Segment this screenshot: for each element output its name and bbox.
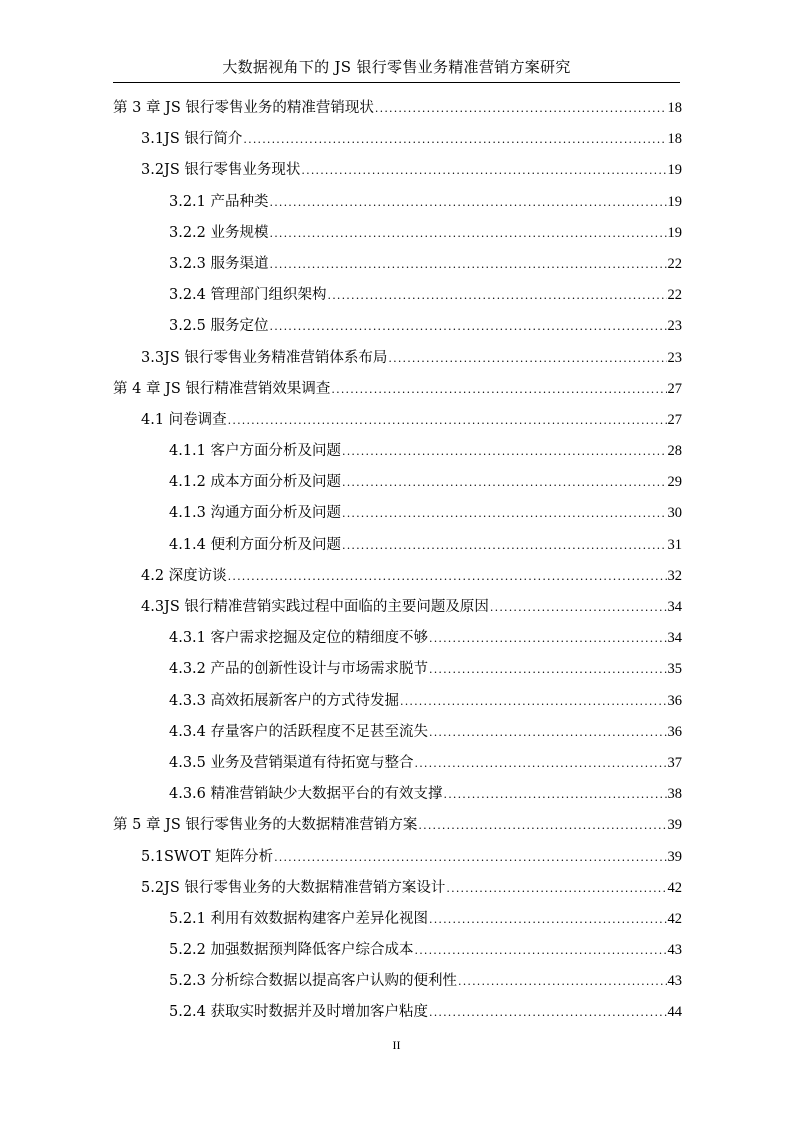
- toc-entry[interactable]: [113, 904, 682, 935]
- toc-entry-title: 4.3.5 业务及营销渠道有待拓宽与整合: [169, 754, 414, 771]
- toc-dot-leader: [429, 623, 666, 654]
- toc-entry[interactable]: [113, 498, 682, 529]
- toc-entry-page-number: 32: [667, 567, 682, 584]
- toc-dot-leader: [301, 155, 666, 186]
- toc-entry-title: 3.3JS 银行零售业务精准营销体系布局: [141, 349, 388, 366]
- toc-entry[interactable]: [113, 187, 682, 218]
- toc-entry[interactable]: [113, 842, 682, 873]
- toc-dot-leader: [342, 467, 666, 498]
- toc-dot-leader: [490, 592, 667, 623]
- toc-entry-title: 3.2.3 服务渠道: [169, 255, 269, 272]
- toc-entry-page-number: 31: [667, 536, 682, 553]
- toc-entry-title: 4.3.3 高效拓展新客户的方式待发掘: [169, 692, 400, 709]
- toc-dot-leader: [375, 93, 667, 124]
- toc-dot-leader: [388, 343, 666, 374]
- toc-entry-page-number: 30: [667, 505, 682, 522]
- toc-entry[interactable]: [113, 343, 682, 374]
- toc-entry-title: 4.3.1 客户需求挖掘及定位的精细度不够: [169, 630, 429, 647]
- table-of-contents: [113, 93, 682, 1029]
- toc-entry[interactable]: [113, 686, 682, 717]
- toc-entry[interactable]: [113, 810, 682, 841]
- toc-entry-page-number: 42: [667, 879, 682, 896]
- toc-entry[interactable]: [113, 124, 682, 155]
- toc-entry-title: 5.1SWOT 矩阵分析: [141, 848, 274, 865]
- toc-entry-title: 4.1.3 沟通方面分析及问题: [169, 505, 342, 522]
- toc-entry-page-number: 27: [667, 380, 682, 397]
- toc-entry-title: 5.2.3 分析综合数据以提高客户认购的便利性: [169, 973, 458, 990]
- toc-entry-title: 4.3.4 存量客户的活跃程度不足甚至流失: [169, 723, 429, 740]
- toc-entry[interactable]: [113, 623, 682, 654]
- toc-entry-title: 3.2.4 管理部门组织架构: [169, 287, 327, 304]
- toc-entry[interactable]: [113, 155, 682, 186]
- toc-entry-page-number: 19: [667, 162, 682, 179]
- toc-entry-page-number: 39: [667, 848, 682, 865]
- toc-entry-page-number: 37: [667, 754, 682, 771]
- toc-entry[interactable]: [113, 561, 682, 592]
- toc-entry-title: 第 4 章 JS 银行精准营销效果调查: [113, 380, 331, 397]
- toc-entry-page-number: 39: [667, 817, 682, 834]
- toc-entry-page-number: 22: [667, 255, 682, 272]
- toc-entry-title: 3.1JS 银行简介: [141, 131, 243, 148]
- toc-entry-page-number: 18: [667, 100, 682, 116]
- toc-entry-title: 4.1.2 成本方面分析及问题: [169, 474, 342, 491]
- toc-entry[interactable]: [113, 592, 682, 623]
- toc-dot-leader: [342, 530, 666, 561]
- toc-entry[interactable]: [113, 779, 682, 810]
- toc-dot-leader: [429, 654, 666, 685]
- toc-dot-leader: [342, 498, 666, 529]
- toc-dot-leader: [415, 935, 667, 966]
- toc-dot-leader: [446, 873, 666, 904]
- toc-entry[interactable]: [113, 405, 682, 436]
- toc-entry-page-number: 23: [667, 318, 682, 335]
- toc-entry-title: 3.2.5 服务定位: [169, 318, 269, 335]
- toc-entry-title: 4.2 深度访谈: [141, 567, 227, 584]
- toc-dot-leader: [274, 842, 666, 873]
- toc-dot-leader: [243, 124, 666, 155]
- toc-entry[interactable]: [113, 654, 682, 685]
- toc-dot-leader: [418, 810, 666, 841]
- toc-entry-title: 4.1 问卷调查: [141, 411, 227, 428]
- toc-dot-leader: [270, 311, 667, 342]
- toc-entry-title: 4.3.6 精准营销缺少大数据平台的有效支撑: [169, 786, 443, 803]
- running-header: [113, 56, 680, 83]
- toc-entry-title: 5.2.4 获取实时数据并及时增加客户粘度: [169, 1004, 429, 1021]
- toc-entry-page-number: 19: [667, 193, 682, 210]
- toc-dot-leader: [429, 717, 666, 748]
- running-header-title: 大数据视角下的 JS 银行零售业务精准营销方案研究: [222, 58, 571, 76]
- toc-entry[interactable]: [113, 311, 682, 342]
- toc-entry-title: 3.2.2 业务规模: [169, 224, 269, 241]
- toc-entry[interactable]: [113, 935, 682, 966]
- toc-entry-page-number: 38: [667, 786, 682, 803]
- toc-entry-title: 4.3JS 银行精准营销实践过程中面临的主要问题及原因: [141, 599, 489, 615]
- toc-entry-page-number: 28: [667, 443, 682, 460]
- toc-entry[interactable]: [113, 218, 682, 249]
- toc-entry[interactable]: [113, 717, 682, 748]
- toc-dot-leader: [444, 779, 667, 810]
- toc-entry-page-number: 43: [667, 973, 682, 990]
- toc-dot-leader: [400, 686, 666, 717]
- toc-entry-title: 5.2.2 加强数据预判降低客户综合成本: [169, 942, 414, 959]
- toc-entry-title: 第 3 章 JS 银行零售业务的精准营销现状: [113, 100, 374, 116]
- toc-entry-page-number: 34: [667, 599, 682, 615]
- toc-dot-leader: [328, 280, 667, 311]
- toc-entry-page-number: 22: [667, 287, 682, 304]
- toc-entry[interactable]: [113, 530, 682, 561]
- toc-dot-leader: [458, 966, 666, 997]
- toc-entry-title: 5.2JS 银行零售业务的大数据精准营销方案设计: [141, 879, 446, 896]
- toc-entry[interactable]: [113, 374, 682, 405]
- toc-dot-leader: [429, 904, 666, 935]
- toc-dot-leader: [228, 405, 667, 436]
- toc-entry[interactable]: [113, 467, 682, 498]
- toc-entry[interactable]: [113, 280, 682, 311]
- toc-entry-title: 第 5 章 JS 银行零售业务的大数据精准营销方案: [113, 817, 418, 834]
- toc-entry[interactable]: [113, 748, 682, 779]
- toc-dot-leader: [331, 374, 666, 405]
- toc-entry-page-number: 35: [667, 661, 682, 678]
- toc-entry[interactable]: [113, 93, 682, 124]
- toc-dot-leader: [342, 436, 666, 467]
- toc-entry-page-number: 36: [667, 692, 682, 709]
- page-number: II: [392, 1038, 401, 1052]
- toc-dot-leader: [270, 187, 667, 218]
- toc-entry[interactable]: [113, 873, 682, 904]
- toc-dot-leader: [228, 561, 667, 592]
- toc-entry-page-number: 18: [667, 131, 682, 148]
- toc-entry-page-number: 34: [667, 630, 682, 647]
- toc-entry-page-number: 27: [667, 411, 682, 428]
- toc-dot-leader: [429, 997, 666, 1028]
- toc-entry-page-number: 42: [667, 910, 682, 927]
- toc-entry-title: 3.2.1 产品种类: [169, 193, 269, 210]
- toc-entry-page-number: 29: [667, 474, 682, 491]
- toc-entry-page-number: 43: [667, 942, 682, 959]
- toc-entry-title: 5.2.1 利用有效数据构建客户差异化视图: [169, 910, 429, 927]
- toc-entry[interactable]: [113, 966, 682, 997]
- toc-entry[interactable]: [113, 249, 682, 280]
- toc-entry-title: 3.2JS 银行零售业务现状: [141, 162, 301, 179]
- toc-entry[interactable]: [113, 436, 682, 467]
- toc-entry-title: 4.1.1 客户方面分析及问题: [169, 443, 342, 460]
- toc-dot-leader: [270, 249, 667, 280]
- toc-dot-leader: [415, 748, 667, 779]
- toc-entry-page-number: 36: [667, 723, 682, 740]
- toc-dot-leader: [270, 218, 667, 249]
- toc-entry-title: 4.1.4 便利方面分析及问题: [169, 536, 342, 553]
- toc-entry-page-number: 44: [667, 1004, 682, 1021]
- toc-entry-title: 4.3.2 产品的创新性设计与市场需求脱节: [169, 661, 429, 678]
- toc-entry-page-number: 19: [667, 224, 682, 241]
- toc-entry-page-number: 23: [667, 349, 682, 366]
- toc-entry[interactable]: [113, 997, 682, 1028]
